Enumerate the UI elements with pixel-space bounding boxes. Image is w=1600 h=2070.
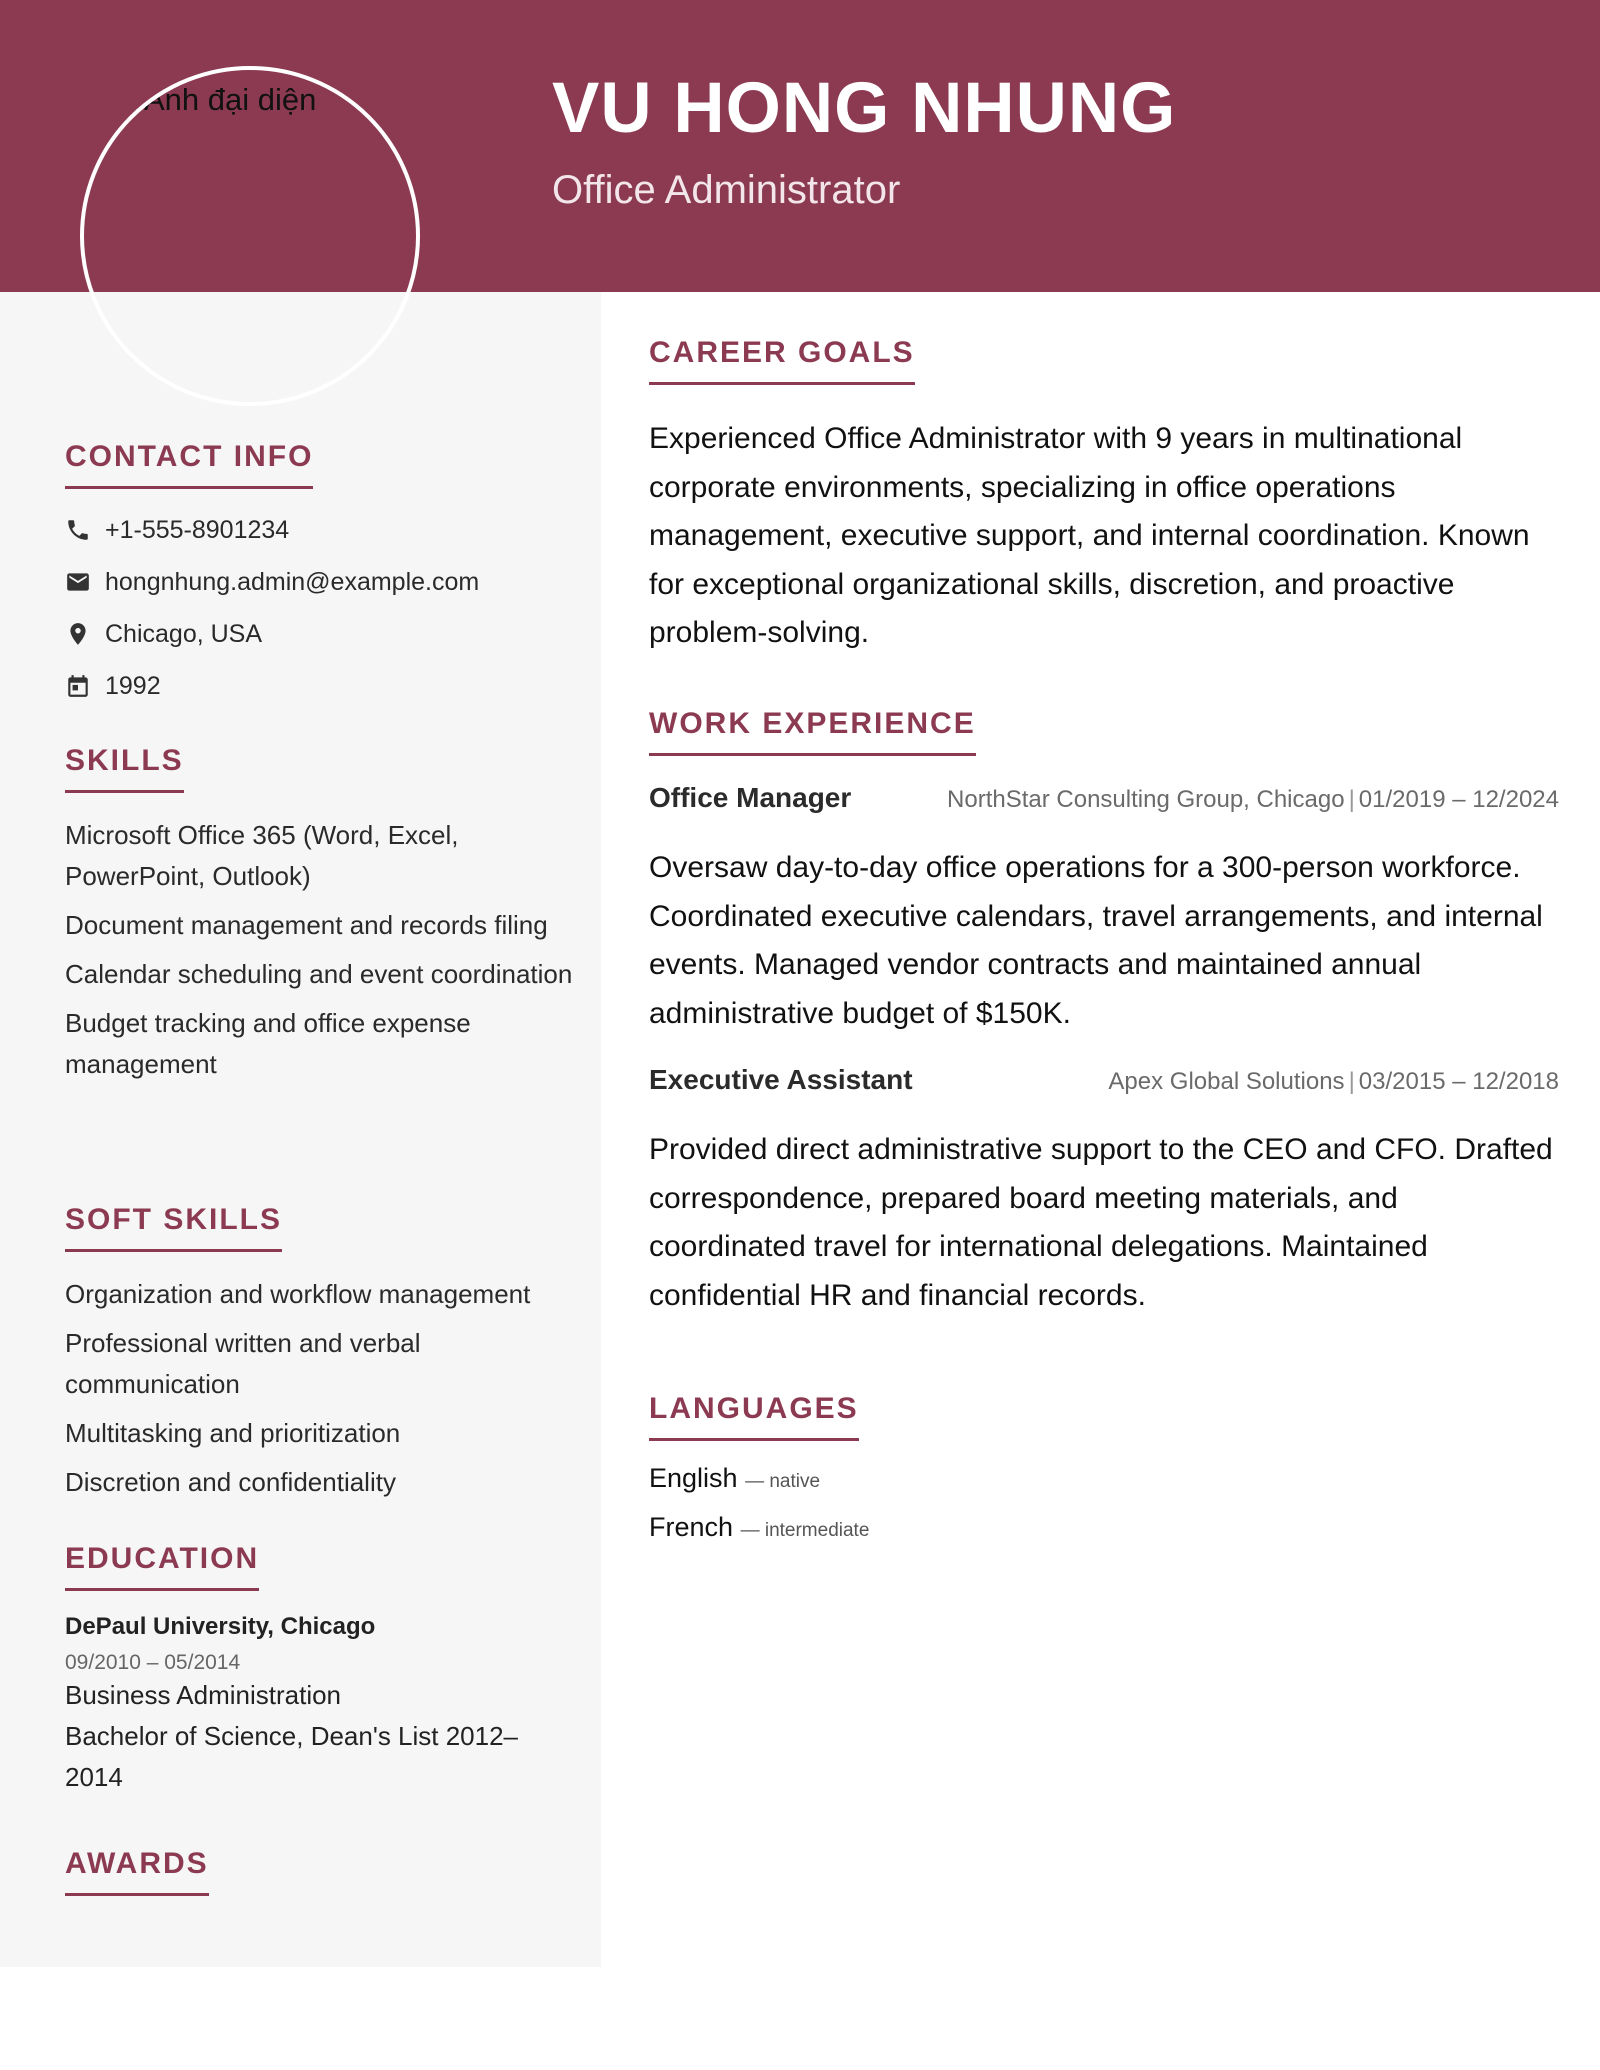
language-name: English bbox=[649, 1463, 738, 1493]
skills-list bbox=[65, 815, 575, 1085]
job-company: Apex Global Solutions bbox=[1108, 1068, 1345, 1095]
education-degree: Bachelor of Science, Dean's List 2012–2014 bbox=[65, 1721, 519, 1792]
job-description: Oversaw day-to-day office operations for a 300-person workforce. Coordinated executive calendars, travel arrangements, and internal events. Managed vendor contracts and maintained annual administrative budget of $150K. bbox=[649, 851, 1543, 1030]
job-company: NorthStar Consulting Group, Chicago bbox=[947, 786, 1345, 813]
job-dates: 01/2019 – 12/2024 bbox=[1358, 786, 1559, 813]
location-text: Chicago, USA bbox=[105, 619, 263, 648]
contact-birth-year bbox=[65, 667, 575, 705]
languages-list bbox=[649, 1463, 1559, 1561]
job-meta bbox=[1108, 1068, 1559, 1096]
skills-heading: SKILLS bbox=[65, 744, 184, 793]
language-item bbox=[649, 1512, 1559, 1561]
contact-heading: CONTACT INFO bbox=[65, 440, 313, 489]
contact-location bbox=[65, 615, 575, 653]
languages-section bbox=[649, 1392, 1559, 1561]
career-goals-section bbox=[649, 336, 1559, 658]
contact-phone bbox=[65, 511, 575, 549]
job-meta bbox=[947, 786, 1559, 814]
contact-section bbox=[65, 440, 575, 719]
soft-skills-section bbox=[65, 1203, 575, 1511]
skill-item: Microsoft Office 365 (Word, Excel, PowerPoint, Outlook) bbox=[65, 820, 459, 891]
job-header bbox=[649, 782, 1559, 814]
language-level: — intermediate bbox=[740, 1520, 870, 1541]
career-goals-text: Experienced Office Administrator with 9 years in multinational corporate environments, specializing in office operations management, executive support, and internal coordination. Known for exceptional organizational skills, discretion, and proactive problem-solving. bbox=[649, 422, 1530, 649]
language-level: — native bbox=[745, 1471, 821, 1492]
avatar bbox=[80, 66, 420, 406]
soft-skills-list bbox=[65, 1274, 575, 1503]
skill-item: Document management and records filing bbox=[65, 910, 548, 940]
awards-section bbox=[65, 1847, 575, 1896]
work-experience-section bbox=[649, 707, 1559, 1320]
candidate-name: VU HONG NHUNG bbox=[552, 69, 1177, 148]
job-separator: | bbox=[1348, 786, 1355, 813]
soft-skills-heading: SOFT SKILLS bbox=[65, 1203, 282, 1252]
contact-email bbox=[65, 563, 575, 601]
phone-icon bbox=[65, 517, 91, 543]
job-header bbox=[649, 1064, 1559, 1096]
job-role: Executive Assistant bbox=[649, 1064, 913, 1095]
skills-section bbox=[65, 744, 575, 1093]
education-major: Business Administration bbox=[65, 1680, 342, 1710]
job-dates: 03/2015 – 12/2018 bbox=[1358, 1068, 1559, 1095]
awards-heading: AWARDS bbox=[65, 1847, 209, 1896]
contact-list bbox=[65, 511, 575, 705]
sidebar bbox=[0, 292, 601, 1967]
job-entry bbox=[649, 782, 1559, 1038]
email-text: hongnhung.admin@example.com bbox=[105, 567, 480, 596]
phone-text: +1-555-8901234 bbox=[105, 515, 290, 544]
job-description: Provided direct administrative support to the CEO and CFO. Drafted correspondence, prepared board meeting materials, and coordinated travel for international delegations. Maintained confidential HR and financial records. bbox=[649, 1133, 1553, 1312]
languages-heading: LANGUAGES bbox=[649, 1392, 859, 1441]
soft-skill-item: Organization and workflow management bbox=[65, 1279, 531, 1309]
job-separator: | bbox=[1348, 1068, 1355, 1095]
job-entry bbox=[649, 1064, 1559, 1320]
location-pin-icon bbox=[65, 621, 91, 647]
calendar-icon bbox=[65, 673, 91, 699]
language-item bbox=[649, 1463, 1559, 1512]
job-role: Office Manager bbox=[649, 782, 852, 813]
skill-item: Budget tracking and office expense management bbox=[65, 1008, 471, 1079]
education-heading: EDUCATION bbox=[65, 1542, 259, 1591]
soft-skill-item: Professional written and verbal communication bbox=[65, 1328, 421, 1399]
skill-item: Calendar scheduling and event coordination bbox=[65, 959, 573, 989]
education-section bbox=[65, 1542, 575, 1798]
education-dates: 09/2010 – 05/2014 bbox=[65, 1651, 241, 1674]
birth-year-text: 1992 bbox=[105, 671, 161, 700]
career-goals-heading: CAREER GOALS bbox=[649, 336, 915, 385]
email-icon bbox=[65, 569, 91, 595]
language-name: French bbox=[649, 1512, 734, 1542]
soft-skill-item: Discretion and confidentiality bbox=[65, 1467, 396, 1497]
job-title: Office Administrator bbox=[552, 168, 901, 212]
education-school: DePaul University, Chicago bbox=[65, 1613, 376, 1640]
work-experience-heading: WORK EXPERIENCE bbox=[649, 707, 976, 756]
avatar-alt-text: Ảnh đại diện bbox=[144, 82, 317, 117]
soft-skill-item: Multitasking and prioritization bbox=[65, 1418, 401, 1448]
